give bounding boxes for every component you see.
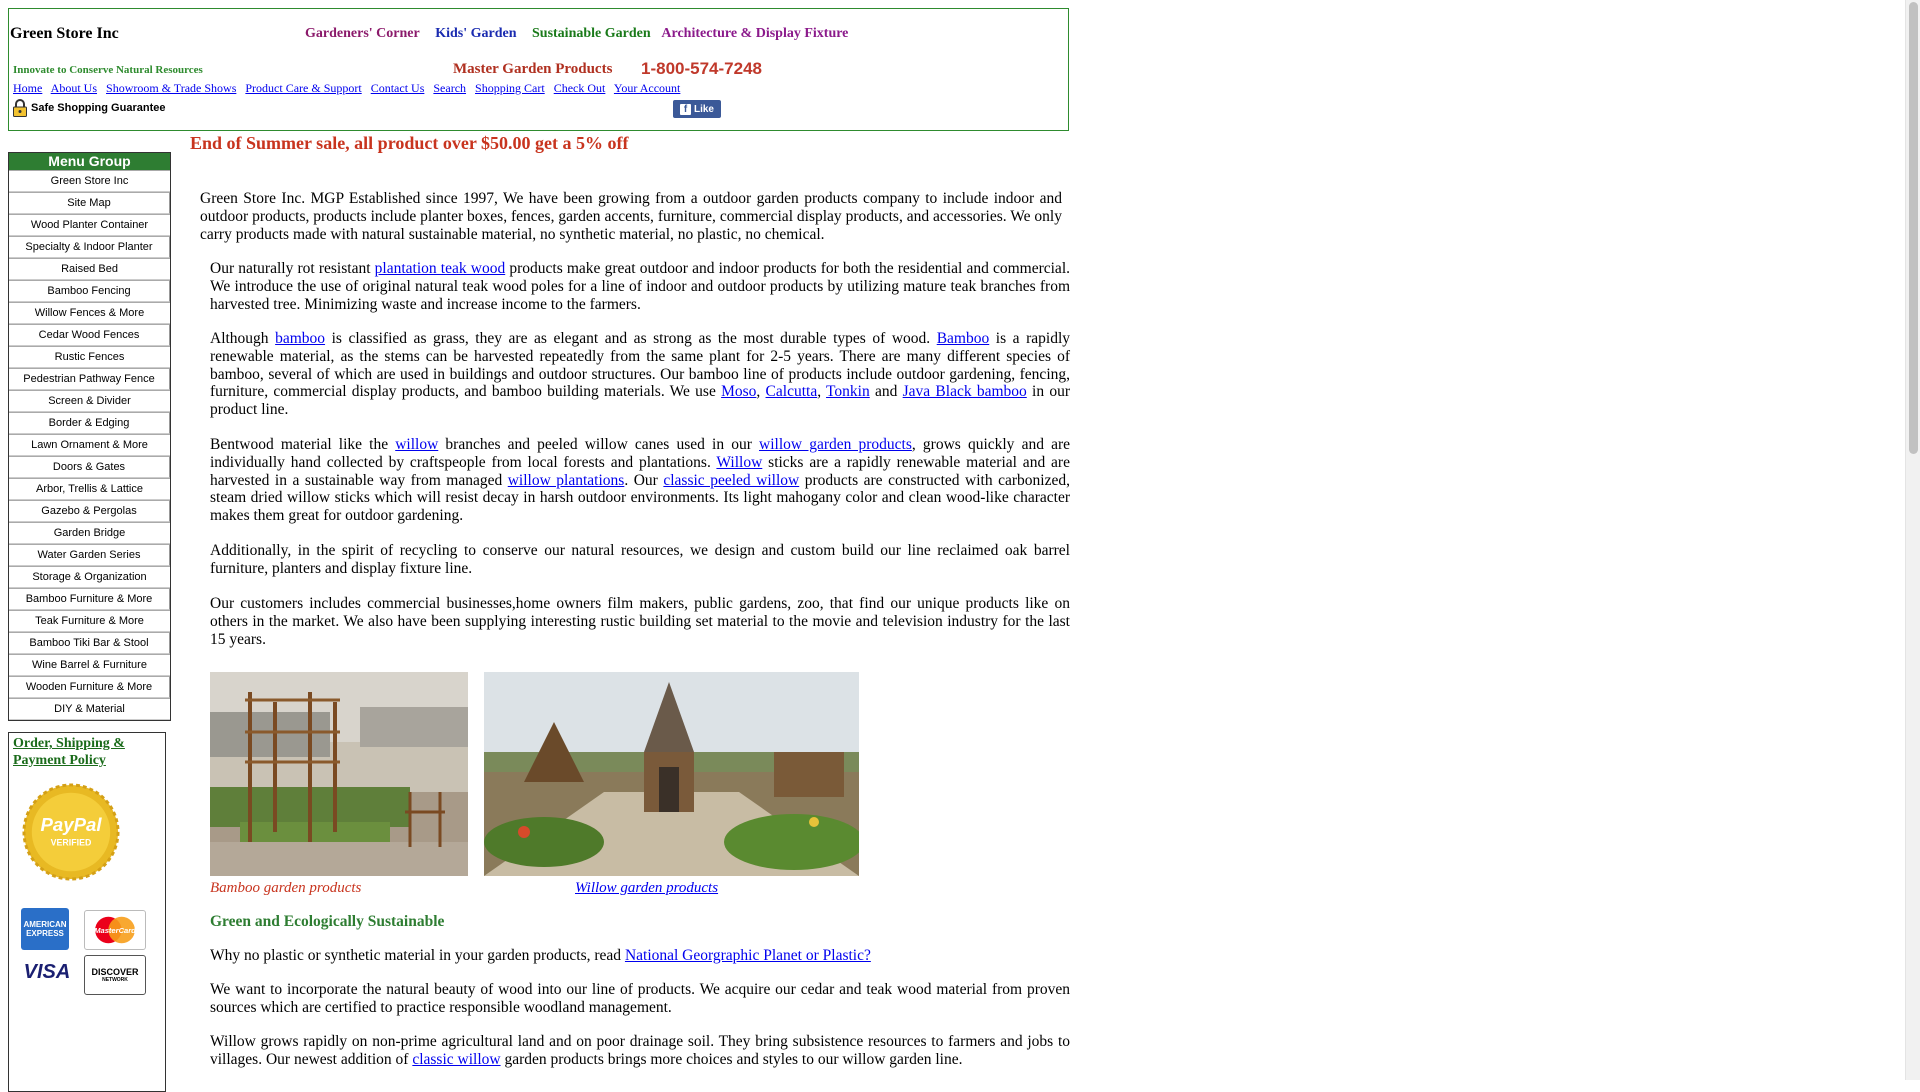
nav-your-account[interactable]: Your Account — [613, 81, 681, 95]
bamboo-text-4: , — [756, 383, 766, 401]
order-shipping-payment-policy-link[interactable]: Order, Shipping & Payment Policy — [13, 736, 125, 768]
category-sustainable-garden[interactable]: Sustainable Garden — [532, 26, 651, 41]
menu-item-pedestrian-pathway-fence[interactable]: Pedestrian Pathway Fence — [9, 368, 170, 390]
willow-paragraph — [210, 436, 1070, 525]
bamboo-garden-image[interactable] — [210, 672, 468, 876]
mastercard-card-icon — [84, 910, 146, 950]
menu-item-diy-material[interactable]: DIY & Material — [9, 698, 170, 720]
nav-product-care[interactable]: Product Care & Support — [245, 81, 362, 95]
willow-plantations-link[interactable]: willow plantations — [507, 471, 625, 489]
store-name[interactable]: Green Store Inc — [10, 25, 119, 42]
menu-item-border-edging[interactable]: Border & Edging — [9, 412, 170, 434]
intro-paragraph: Green Store Inc. MGP Established since 1997, We have been growing from a outdoor garden products company to include indoor and outdoor products, products include planter boxes, fences, garden accents, furniture, commercial display products, and accessories. We only carry products made with natural sustainable material, no synthetic material, no plastic, no chemical. — [200, 190, 1062, 243]
nav-check-out[interactable]: Check Out — [553, 81, 606, 95]
moso-link[interactable]: Moso — [721, 383, 757, 401]
menu-item-green-store-inc[interactable]: Green Store Inc — [9, 170, 170, 192]
mastercard-label: MasterCard — [94, 925, 136, 935]
menu-item-lawn-ornament[interactable]: Lawn Ornament & More — [9, 434, 170, 456]
green-sustainable-heading: Green and Ecologically Sustainable — [210, 913, 445, 930]
classic-peeled-willow-link[interactable]: classic peeled willow — [663, 471, 800, 489]
scrollbar-thumb[interactable] — [1909, 2, 1918, 454]
bamboo-text-6: and — [869, 383, 903, 401]
calcutta-link[interactable]: Calcutta — [765, 383, 818, 401]
willow-garden-image[interactable] — [484, 672, 859, 876]
menu-group — [8, 152, 171, 721]
paypal-seal-top: PayPal — [40, 814, 102, 836]
discover-sublabel: NETWORK — [102, 977, 128, 983]
category-gardeners-corner[interactable]: Gardeners' Corner — [305, 26, 420, 41]
category-architecture-display[interactable]: Architecture & Display Fixture — [661, 26, 849, 41]
willow-link-2[interactable]: Willow — [716, 453, 763, 471]
tagline: Innovate to Conserve Natural Resources — [13, 64, 203, 76]
menu-item-doors-gates[interactable]: Doors & Gates — [9, 456, 170, 478]
menu-item-specialty-indoor-planter[interactable]: Specialty & Indoor Planter — [9, 236, 170, 258]
plastic-text: Why no plastic or synthetic material in your garden products, read — [210, 947, 625, 964]
bamboo-garden-caption: Bamboo garden products — [210, 880, 362, 896]
willow-text-6: products are constructed with carbonized, steam dried willow sticks which will resist decay in harsh outdoor environments. Its light mahogany color and clean wood-like character makes them great for outdoor gardening. — [210, 471, 1070, 525]
visa-card-icon: VISA — [18, 957, 76, 987]
mastercard-logo-icon — [86, 912, 144, 948]
classic-willow-link[interactable]: classic willow — [412, 1050, 501, 1068]
lock-icon — [12, 99, 28, 117]
willow-text-5: . Our — [624, 471, 664, 489]
bamboo-text-7: in our product line. — [210, 383, 1070, 419]
nav-shopping-cart[interactable]: Shopping Cart — [475, 81, 545, 95]
menu-item-teak-furniture[interactable]: Teak Furniture & More — [9, 610, 170, 632]
menu-item-willow-fences[interactable]: Willow Fences & More — [9, 302, 170, 324]
paypal-verified-seal-icon[interactable] — [22, 783, 120, 881]
grows-text-2: garden products brings more choices and styles to our willow garden line. — [500, 1050, 963, 1068]
bamboo-link-2[interactable]: Bamboo — [936, 330, 990, 347]
nav-contact-us[interactable]: Contact Us — [370, 81, 425, 95]
menu-item-bamboo-fencing[interactable]: Bamboo Fencing — [9, 280, 170, 302]
facebook-like-button[interactable] — [673, 100, 721, 118]
plastic-paragraph — [210, 947, 1070, 965]
menu-item-cedar-wood-fences[interactable]: Cedar Wood Fences — [9, 324, 170, 346]
menu-item-bamboo-furniture[interactable]: Bamboo Furniture & More — [9, 588, 170, 610]
willow-text-3: , grows quickly and are individually hand collected by craftspeople from local forests and plantations. — [210, 436, 1071, 471]
facebook-icon: f — [680, 104, 691, 115]
menu-item-storage-organization[interactable]: Storage & Organization — [9, 566, 170, 588]
paypal-seal-bottom: VERIFIED — [50, 837, 92, 848]
menu-item-gazebo-pergolas[interactable]: Gazebo & Pergolas — [9, 500, 170, 522]
grows-text-1: Willow grows rapidly on non-prime agricultural land and on poor drainage soil. They bring subsistence resources to farmers and jobs to villages. Our newest addition of — [210, 1033, 1070, 1068]
teak-text-1: Our naturally rot resistant — [210, 260, 375, 277]
vertical-scrollbar[interactable] — [1905, 0, 1920, 1080]
national-geographic-link[interactable]: National Georgraphic Planet or Plastic? — [624, 947, 871, 964]
incorporate-paragraph: We want to incorporate the natural beauty of wood into our line of products. We acquire our cedar and teak wood material from proven sources which are certified to practice responsible woodland management. — [210, 981, 1070, 1016]
nav-about-us[interactable]: About Us — [50, 81, 98, 95]
american-express-card-icon: AMERICAN EXPRESS — [21, 908, 69, 950]
category-kids-garden[interactable]: Kids' Garden — [435, 26, 517, 41]
phone-number: 1-800-574-7248 — [641, 59, 762, 78]
willow-text-4: sticks are a rapidly renewable material and are harvested in a sustainable way from managed — [210, 453, 1070, 489]
menu-item-garden-bridge[interactable]: Garden Bridge — [9, 522, 170, 544]
nav-search[interactable]: Search — [433, 81, 467, 95]
willow-garden-products-caption-link[interactable]: Willow garden products — [575, 880, 719, 896]
bamboo-garden-photo — [210, 672, 468, 876]
menu-group-title: Menu Group — [9, 153, 170, 170]
bamboo-text-3: is a rapidly renewable material, as the stems can be harvested repeatedly from the same plant for 2-5 years. There are many different species of bamboo, several of which are used in buildings and outdoor structures. Our bamboo line of products include outdoor gardening, fencing, furniture, commercial display products, and bamboo building materials. We use — [210, 330, 1070, 401]
nav-showroom[interactable]: Showroom & Trade Shows — [106, 81, 237, 95]
menu-item-bamboo-tiki-bar[interactable]: Bamboo Tiki Bar & Stool — [9, 632, 170, 654]
willow-link[interactable]: willow — [395, 436, 439, 453]
java-black-bamboo-link[interactable]: Java Black bamboo — [902, 383, 1027, 401]
menu-item-raised-bed[interactable]: Raised Bed — [9, 258, 170, 280]
tonkin-link[interactable]: Tonkin — [826, 383, 870, 401]
nav-home[interactable]: Home — [13, 81, 43, 95]
customers-paragraph: Our customers includes commercial businesses,home owners film makers, public gardens, zoo, that find our unique products like on others in the market. We also have been supplying interesting rustic building set material to the movie and television industry for the last 15 years. — [210, 595, 1070, 648]
payment-policy-box — [8, 732, 166, 1092]
discover-label: DISCOVER — [91, 967, 139, 977]
teak-text-2: products make great outdoor and indoor products for both the residential and commercial. We introduce the use of original natural teak wood poles for a line of indoor and outdoor products by utilizing mature teak branches from harvested tree. Minimizing waste and increase income to the farmers. — [210, 260, 1070, 313]
menu-item-site-map[interactable]: Site Map — [9, 192, 170, 214]
safe-shopping-label: Safe Shopping Guarantee — [31, 102, 166, 114]
master-garden-products-link[interactable]: Master Garden Products — [453, 61, 613, 77]
menu-item-screen-divider[interactable]: Screen & Divider — [9, 390, 170, 412]
willow-grows-paragraph — [210, 1033, 1070, 1069]
menu-item-arbor-trellis-lattice[interactable]: Arbor, Trellis & Lattice — [9, 478, 170, 500]
menu-item-wooden-furniture[interactable]: Wooden Furniture & More — [9, 676, 170, 698]
bamboo-text-5: , — [817, 383, 827, 401]
discover-card-icon — [84, 955, 146, 995]
menu-item-wood-planter-container[interactable]: Wood Planter Container — [9, 214, 170, 236]
bamboo-text-2: is classified as grass, they are as elegant and as strong as the most durable types of wood. — [325, 330, 937, 347]
menu-item-water-garden-series[interactable]: Water Garden Series — [9, 544, 170, 566]
bamboo-link[interactable]: bamboo — [275, 330, 326, 347]
bamboo-text-1: Although — [210, 330, 276, 347]
recycle-paragraph: Additionally, in the spirit of recycling to conserve our natural resources, we design and custom build our line reclaimed oak barrel furniture, planters and display fixture line. — [210, 542, 1070, 577]
willow-text-2: branches and peeled willow canes used in our — [438, 436, 760, 453]
willow-garden-products-link[interactable]: willow garden products — [759, 436, 912, 453]
top-categories — [305, 26, 860, 42]
plantation-teak-wood-link[interactable]: plantation teak wood — [374, 260, 506, 277]
menu-item-rustic-fences[interactable]: Rustic Fences — [9, 346, 170, 368]
bamboo-paragraph — [210, 330, 1070, 419]
willow-garden-photo — [484, 672, 859, 876]
sale-banner: End of Summer sale, all product over $50.00 get a 5% off — [190, 133, 629, 153]
top-nav — [13, 81, 686, 96]
safe-shopping-guarantee[interactable] — [12, 99, 165, 117]
willow-text-1: Bentwood material like the — [210, 436, 396, 453]
menu-item-wine-barrel-furniture[interactable]: Wine Barrel & Furniture — [9, 654, 170, 676]
fb-like-label: Like — [693, 103, 714, 115]
site-header — [8, 8, 1069, 131]
teak-paragraph — [210, 260, 1070, 313]
